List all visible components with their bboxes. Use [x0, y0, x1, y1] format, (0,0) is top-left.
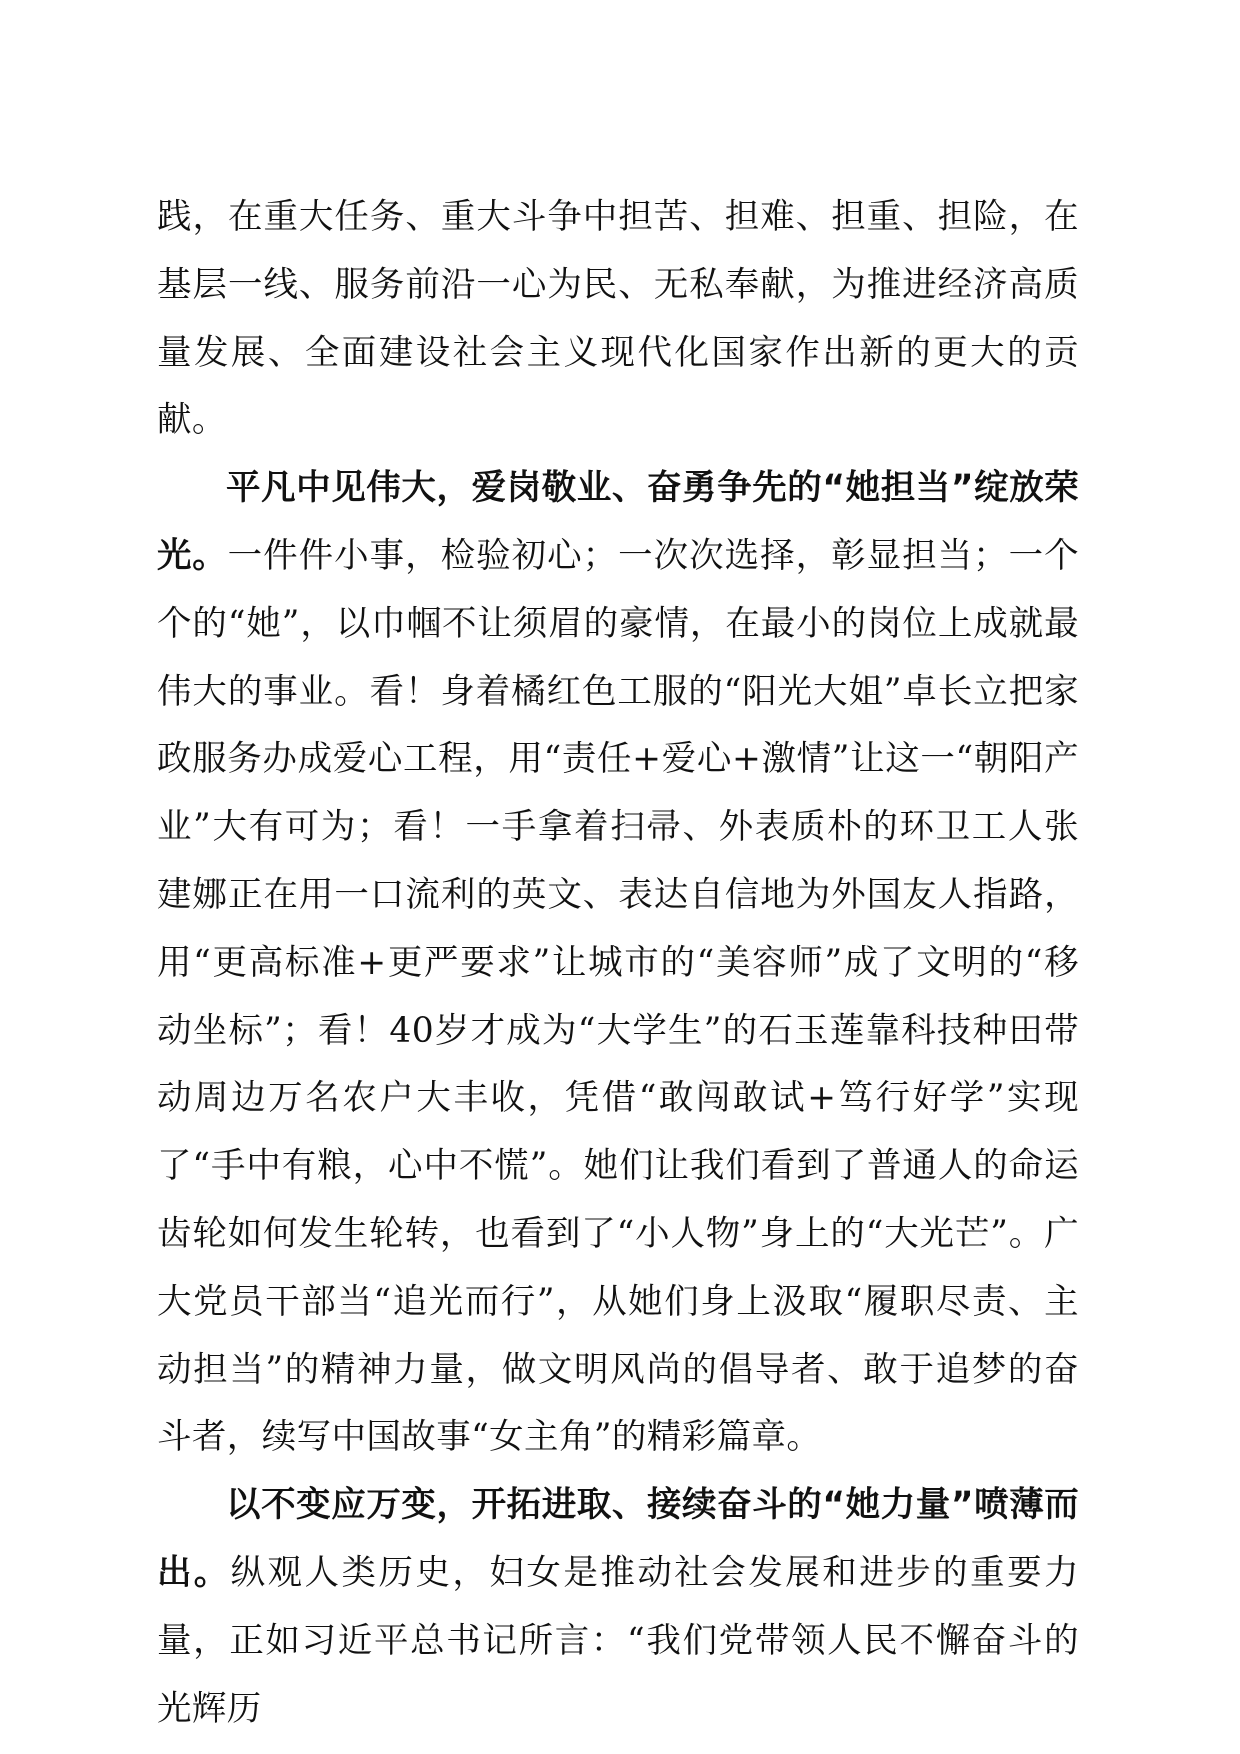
paragraph-body-text: 践，在重大任务、重大斗争中担苦、担难、担重、担险，在基层一线、服务前沿一心为民、无私奉献，为推进经济高质量发展、全面建设社会主义现代化国家作出新的更大的贡献。 — [157, 197, 1079, 441]
document-body — [157, 184, 1079, 1743]
paragraph-body-text: 纵观人类历史，妇女是推动社会发展和进步的重要力量，正如习近平总书记所言：“我们党带领人民不懈奋斗的光辉历 — [157, 1552, 1079, 1729]
paragraph-her-responsibility — [157, 455, 1079, 1472]
paragraph-continuation — [157, 184, 1079, 455]
paragraph-heading: 以不变应万变，开拓进取、接续奋斗的“她力量”喷薄而出。 — [157, 1485, 1079, 1593]
paragraph-heading: 平凡中见伟大，爱岗敬业、奋勇争先的“她担当”绽放荣光。 — [157, 468, 1079, 576]
paragraph-body-text: 一件件小事，检验初心；一次次选择，彰显担当；一个个的“她”，以巾帼不让须眉的豪情，在最小的岗位上成就最伟大的事业。看！身着橘红色工服的“阳光大姐”卓长立把家政服务办成爱心工程，用“责任+爱心+激情”让这一“朝阳产业”大有可为；看！一手拿着扫帚、外表质朴的环卫工人张建娜正在用一口流利的英文、表达自信地为外国友人指路，用“更高标准+更严要求”让城市的“美容师”成了文明的“移动坐标”；看！40岁才成为“大学生”的石玉莲靠科技种田带动周边万名农户大丰收，凭借“敢闯敢试+笃行好学”实现了“手中有粮，心中不慌”。她们让我们看到了普通人的命运齿轮如何发生轮转，也看到了“小人物”身上的“大光芒”。广大党员干部当“追光而行”，从她们身上汲取“履职尽责、主动担当”的精神力量，做文明风尚的倡导者、敢于追梦的奋斗者，续写中国故事“女主角”的精彩篇章。 — [157, 535, 1079, 1458]
paragraph-her-power — [157, 1472, 1079, 1743]
